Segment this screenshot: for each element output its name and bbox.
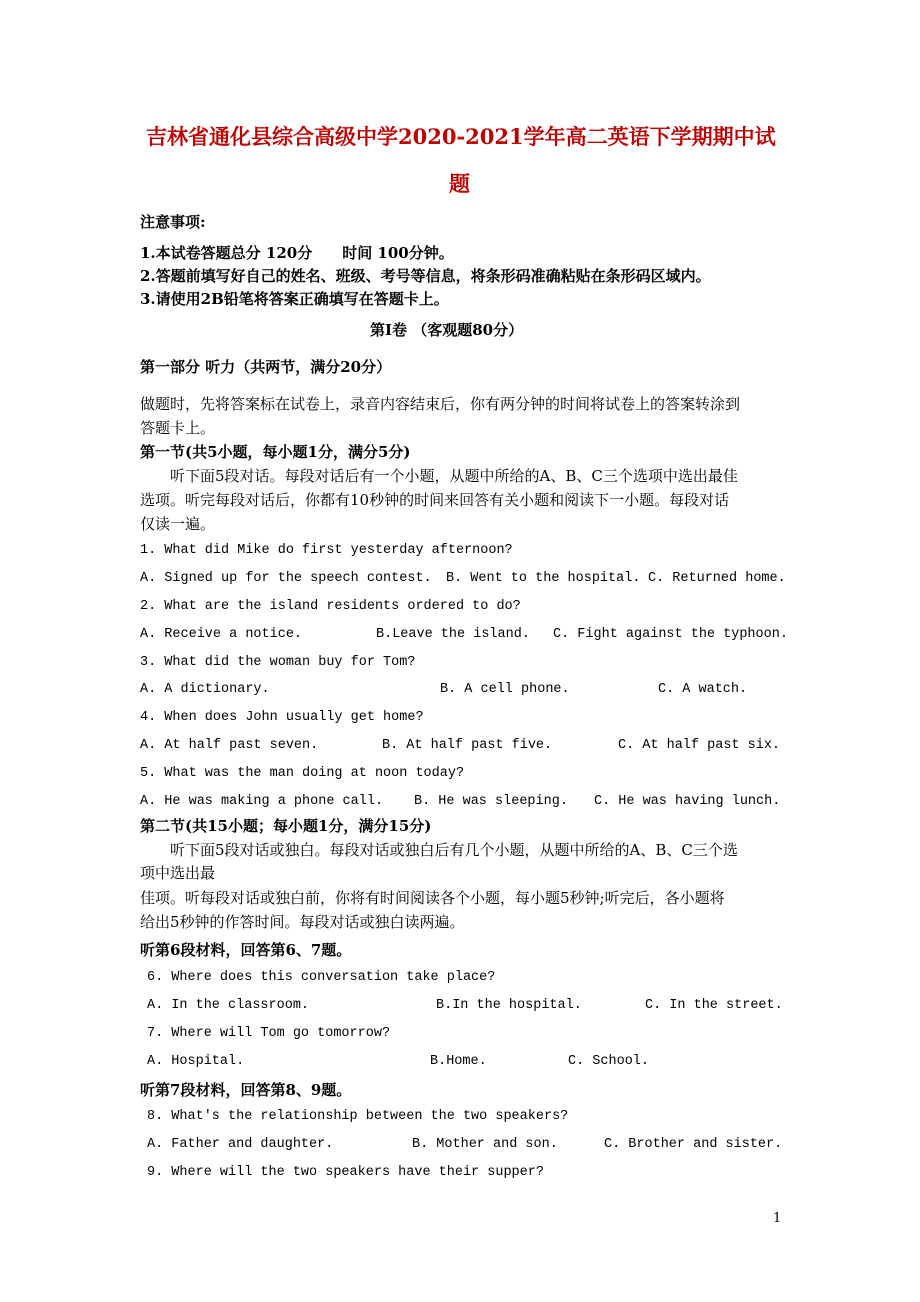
part1-intro: 答题卡上。: [140, 419, 216, 437]
question: 5. What was the man doing at noon today?: [140, 766, 465, 781]
option-b: B.Leave the island.: [376, 627, 530, 642]
option-b: B. Went to the hospital.: [446, 571, 641, 586]
question: 6. Where does this conversation take place?: [147, 970, 496, 985]
option-b: B. Mother and son.: [412, 1137, 558, 1152]
part1-heading: 第一部分 听力（共两节，满分20分）: [140, 358, 392, 376]
title-line-2: 题: [449, 171, 470, 196]
title-line-1: 吉林省通化县综合高级中学2020-2021学年高二英语下学期期中试: [146, 124, 776, 149]
option-a: A. Hospital.: [147, 1054, 245, 1069]
section2-heading: 第二节(共15小题；每小题1分，满分15分): [140, 817, 432, 835]
question: 1. What did Mike do first yesterday afternoon?: [140, 543, 513, 558]
option-c: C. Returned home.: [648, 571, 786, 586]
section2-intro: 给出5秒钟的作答时间。每段对话或独白读两遍。: [140, 913, 465, 931]
option-c: C. Brother and sister.: [604, 1137, 783, 1152]
note-item: 2.答题前填写好自己的姓名、班级、考号等信息，将条形码准确粘贴在条形码区域内。: [140, 267, 711, 285]
note-item: 3.请使用2B铅笔将答案正确填写在答题卡上。: [140, 290, 449, 308]
option-c: C. At half past six.: [618, 738, 781, 753]
option-b: B. A cell phone.: [440, 682, 570, 697]
option-b: B. He was sleeping.: [414, 794, 568, 809]
question: 2. What are the island residents ordered to do?: [140, 599, 521, 614]
note-item: 1.本试卷答题总分 120分 时间 100分钟。: [140, 244, 454, 262]
option-b: B.Home.: [430, 1054, 487, 1069]
section1-intro: 听下面5段对话。每段对话后有一个小题，从题中所给的A、B、C三个选项中选出最佳: [140, 467, 738, 485]
material-6-heading: 听第6段材料，回答第6、7题。: [140, 941, 352, 959]
option-a: A. Signed up for the speech contest.: [140, 571, 432, 586]
question: 4. When does John usually get home?: [140, 710, 424, 725]
question: 8. What's the relationship between the two speakers?: [147, 1109, 569, 1124]
section2-intro: 听下面5段对话或独白。每段对话或独白后有几个小题，从题中所给的A、B、C三个选: [140, 841, 738, 859]
section1-intro: 仅读一遍。: [140, 515, 216, 533]
question: 3. What did the woman buy for Tom?: [140, 655, 416, 670]
option-c: C. School.: [568, 1054, 650, 1069]
part1-intro: 做题时，先将答案标在试卷上，录音内容结束后，你有两分钟的时间将试卷上的答案转涂到: [140, 395, 741, 413]
section1-heading: 第一节(共5小题，每小题1分，满分5分): [140, 443, 411, 461]
section1-intro: 选项。听完每段对话后，你都有10秒钟的时间来回答有关小题和阅读下一小题。每段对话: [140, 491, 730, 509]
option-a: A. He was making a phone call.: [140, 794, 384, 809]
option-b: B. At half past five.: [382, 738, 553, 753]
question: 7. Where will Tom go tomorrow?: [147, 1026, 391, 1041]
section2-intro: 佳项。听每段对话或独白前，你将有时间阅读各个小题，每小题5秒钟;听完后，各小题将: [140, 889, 725, 907]
volume-heading: 第Ⅰ卷 （客观题80分）: [370, 321, 524, 339]
option-c: C. He was having lunch.: [594, 794, 781, 809]
option-a: A. At half past seven.: [140, 738, 319, 753]
question: 9. Where will the two speakers have their supper?: [147, 1165, 544, 1180]
option-a: A. A dictionary.: [140, 682, 270, 697]
material-7-heading: 听第7段材料，回答第8、9题。: [140, 1081, 352, 1099]
option-c: C. Fight against the typhoon.: [553, 627, 788, 642]
option-b: B.In the hospital.: [436, 998, 582, 1013]
option-a: A. In the classroom.: [147, 998, 310, 1013]
option-c: C. In the street.: [645, 998, 783, 1013]
option-a: A. Father and daughter.: [147, 1137, 334, 1152]
option-c: C. A watch.: [658, 682, 748, 697]
option-a: A. Receive a notice.: [140, 627, 303, 642]
section2-intro: 项中选出最: [140, 864, 216, 882]
page-number: 1: [773, 1211, 782, 1226]
notes-heading: 注意事项:: [140, 213, 206, 231]
